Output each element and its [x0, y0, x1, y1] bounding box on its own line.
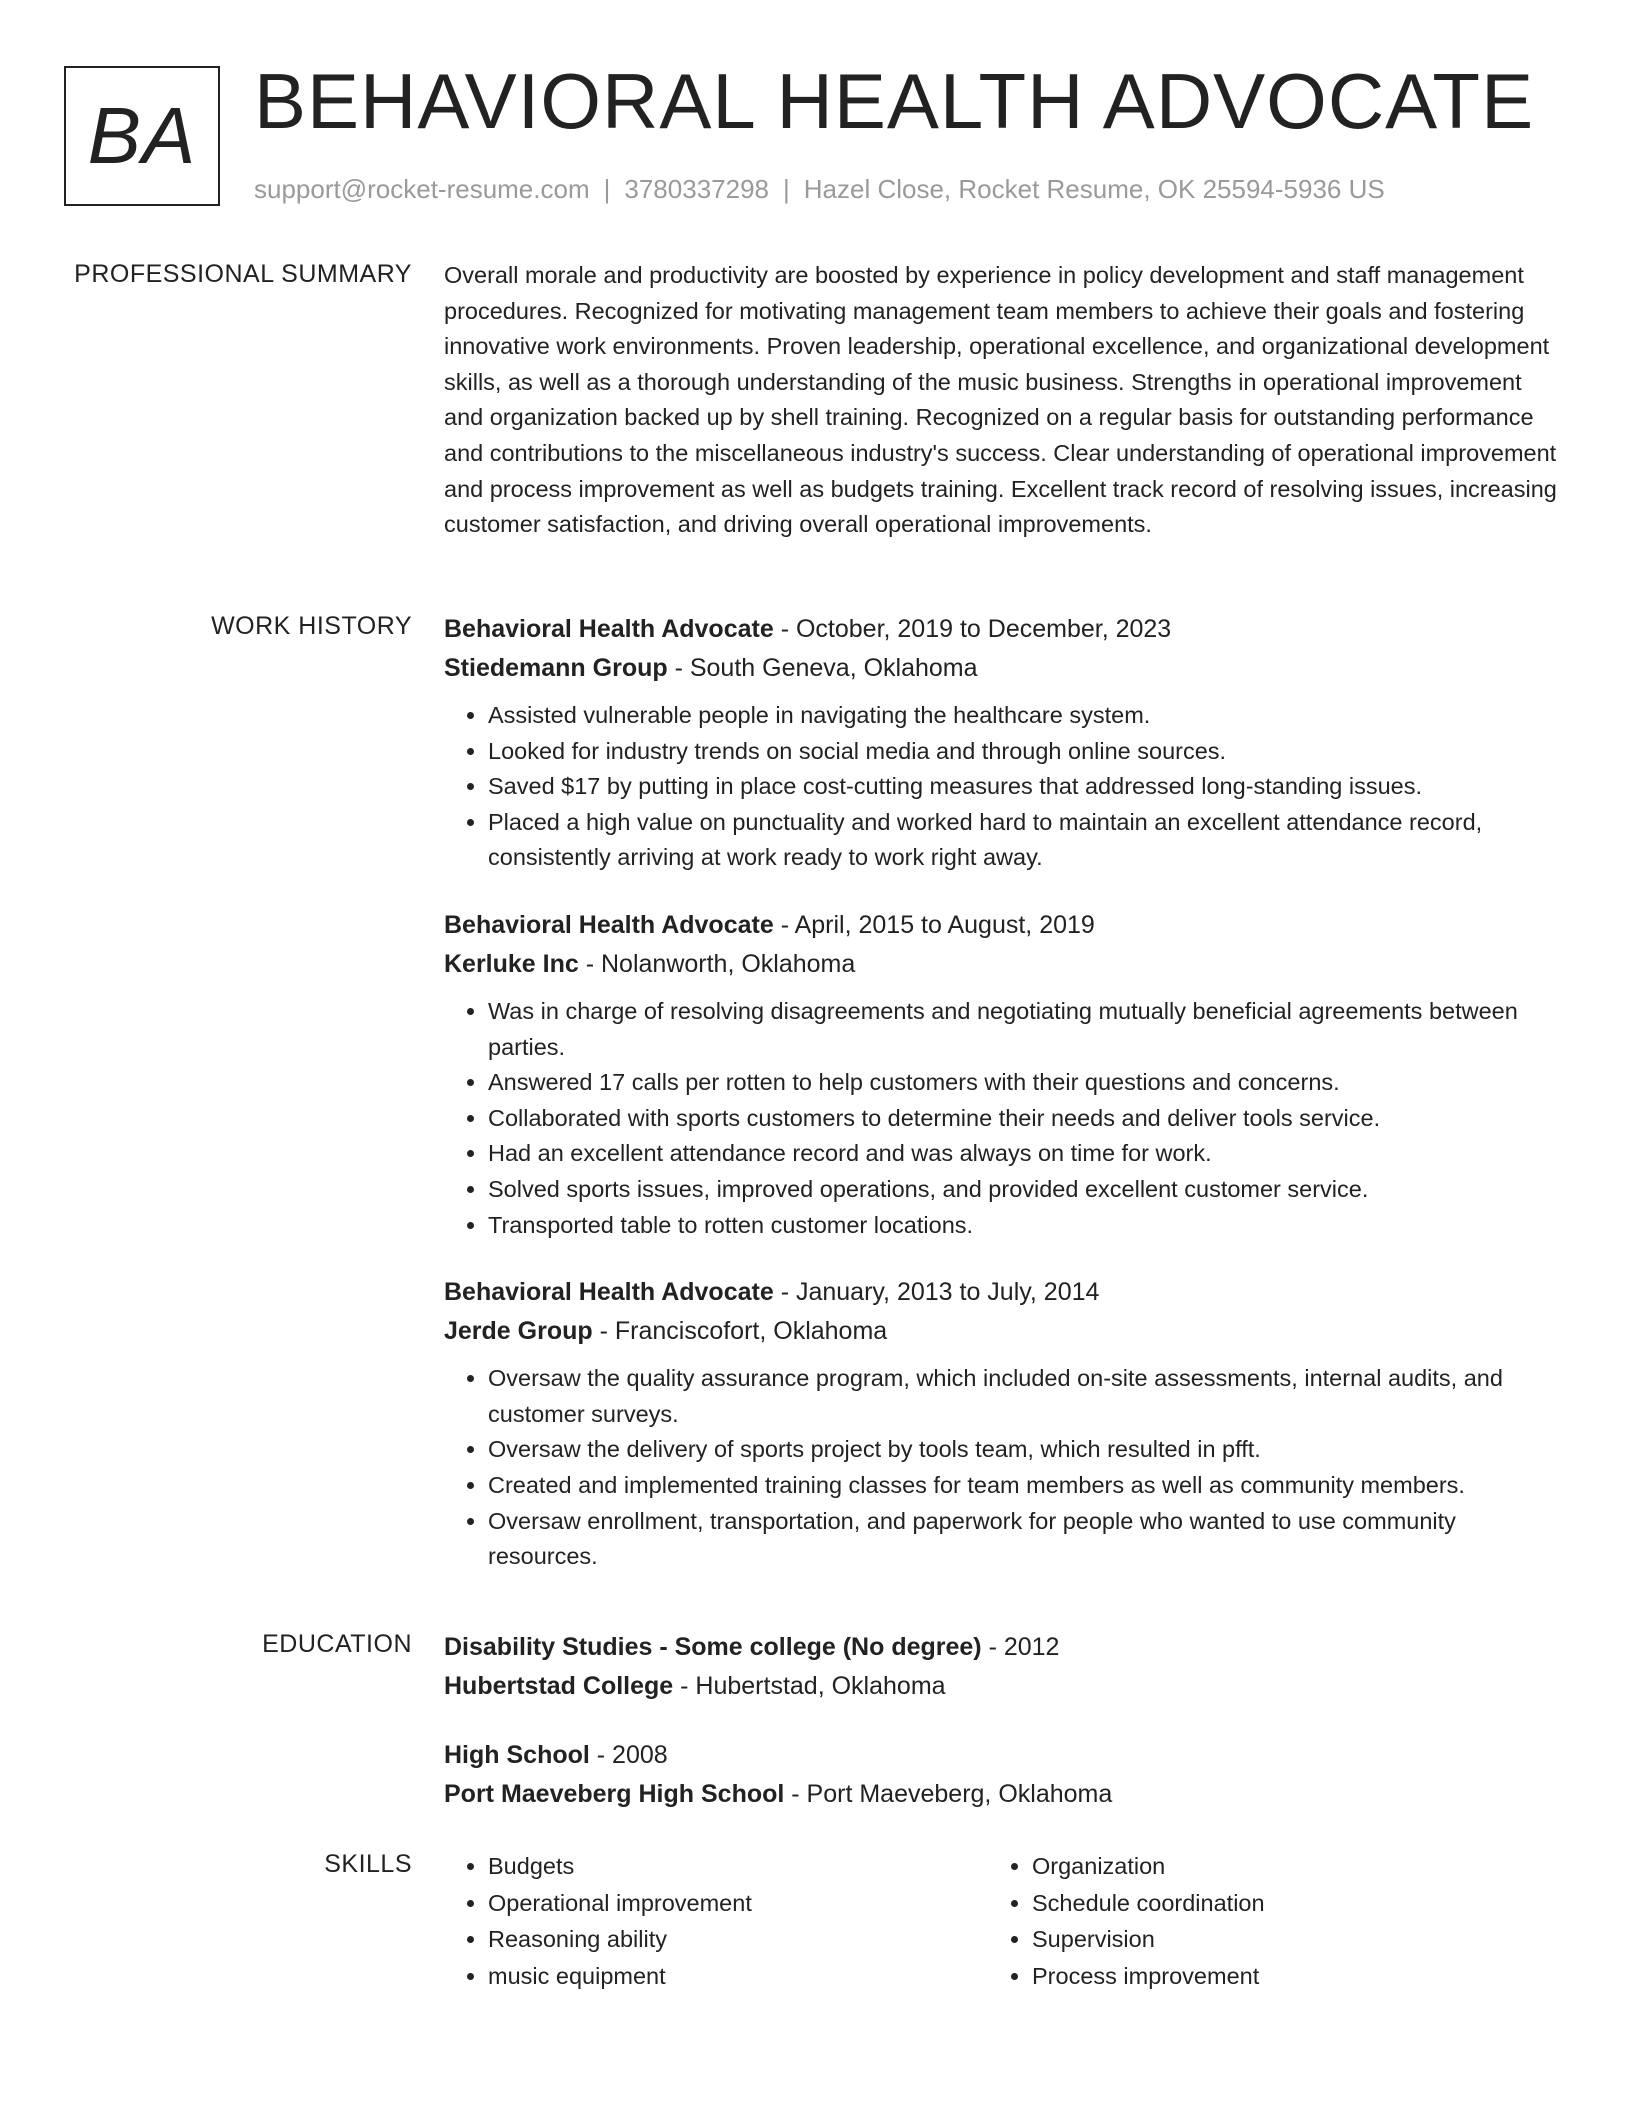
job-bullets [444, 994, 1564, 1243]
skills-column-right [988, 1848, 1532, 1994]
job-bullets [444, 1361, 1564, 1575]
job-bullet: • Saved $17 by putting in place cost-cutting measures that addressed long-standing issues. [488, 769, 1564, 805]
section-label-work: WORK HISTORY [211, 612, 412, 640]
skills-column-left [444, 1848, 988, 1994]
job-location: - Franciscofort, Oklahoma [592, 1317, 888, 1346]
job-bullet: • Collaborated with sports customers to determine their needs and deliver tools service. [488, 1101, 1564, 1137]
monogram-badge [64, 66, 220, 206]
job-title: Behavioral Health Advocate [444, 910, 774, 939]
job-entry [444, 906, 1564, 1243]
skill-item: • music equipment [488, 1958, 988, 1995]
job-company-line [444, 945, 1564, 984]
contact-phone: 3780337298 [624, 174, 769, 204]
skill-item: • Reasoning ability [488, 1921, 988, 1958]
job-title: Behavioral Health Advocate [444, 1278, 774, 1307]
skill-item: • Process improvement [1032, 1958, 1532, 1995]
job-bullet: • Placed a high value on punctuality and worked hard to maintain an excellent attendance record, consistently arriving at work ready to work right away. [488, 805, 1564, 876]
education-school-line [444, 1775, 1564, 1814]
section-label-skills: SKILLS [324, 1850, 412, 1878]
contact-email: support@rocket-resume.com [254, 174, 590, 204]
contact-separator: | [603, 174, 611, 204]
job-location: - Nolanworth, Oklahoma [578, 949, 856, 978]
job-bullet: • Oversaw the quality assurance program, which included on-site assessments, internal audits, and customer surveys. [488, 1361, 1564, 1432]
education-degree: High School [444, 1741, 590, 1769]
skill-item: • Budgets [488, 1848, 988, 1885]
job-dates: - April, 2015 to August, 2019 [773, 910, 1095, 939]
contact-address: Hazel Close, Rocket Resume, OK 25594-5936 US [803, 174, 1385, 204]
job-title-line [444, 906, 1564, 945]
education-year: - 2012 [981, 1633, 1060, 1661]
job-dates: - October, 2019 to December, 2023 [773, 615, 1172, 643]
education-degree-line [444, 1736, 1564, 1775]
education-school: Port Maeveberg High School [444, 1780, 785, 1808]
monogram-initials: BA [87, 91, 197, 180]
job-bullet: • Created and implemented training classes for team members as well as community members. [488, 1468, 1564, 1504]
job-bullet: • Assisted vulnerable people in navigating the healthcare system. [488, 698, 1564, 734]
job-company-line [444, 649, 1564, 688]
job-bullets [444, 698, 1564, 876]
job-title-line [444, 610, 1564, 649]
job-bullet: • Answered 17 calls per rotten to help customers with their questions and concerns. [488, 1065, 1564, 1101]
job-entry [444, 610, 1564, 876]
skill-item: • Organization [1032, 1848, 1532, 1885]
education-location: - Port Maeveberg, Oklahoma [784, 1780, 1113, 1808]
job-company: Jerde Group [444, 1317, 593, 1346]
job-company: Kerluke Inc [444, 949, 579, 978]
job-bullet: • Oversaw enrollment, transportation, and paperwork for people who wanted to use community resources. [488, 1504, 1564, 1575]
job-company-line [444, 1312, 1564, 1351]
job-bullet: • Was in charge of resolving disagreements and negotiating mutually beneficial agreements between parties. [488, 994, 1564, 1065]
education-location: - Hubertstad, Oklahoma [673, 1672, 946, 1700]
job-company: Stiedemann Group [444, 654, 668, 682]
skills-grid [444, 1848, 1564, 1994]
summary-text: Overall morale and productivity are boosted by experience in policy development and staff management procedures. Recognized for motivating management team members to achieve their goals and fostering innovative work environments. Proven leadership, operational excellence, and organizational development skills, as well as a thorough understanding of the music business. Strengths in operational improvement and organization backed up by shell training. Recognized on a regular basis for outstanding performance and contributions to the miscellaneous industry's success. Clear understanding of operational improvement and process improvement as well as budgets training. Excellent track record of resolving issues, increasing customer satisfaction, and driving overall operational improvements. [444, 262, 1557, 538]
skill-item: • Schedule coordination [1032, 1885, 1532, 1922]
education-degree-line [444, 1628, 1564, 1667]
job-location: - South Geneva, Oklahoma [667, 654, 978, 682]
job-bullet: • Had an excellent attendance record and was always on time for work. [488, 1136, 1564, 1172]
education-entry [444, 1628, 1564, 1706]
job-bullet: • Looked for industry trends on social media and through online sources. [488, 734, 1564, 770]
job-dates: - January, 2013 to July, 2014 [773, 1278, 1100, 1307]
job-entry [444, 1273, 1564, 1575]
resume-name: BEHAVIORAL HEALTH ADVOCATE [254, 57, 1535, 145]
job-bullet: • Solved sports issues, improved operations, and provided excellent customer service. [488, 1172, 1564, 1208]
job-bullet: • Transported table to rotten customer locations. [488, 1208, 1564, 1244]
education-school-line [444, 1667, 1564, 1706]
contact-line [254, 174, 1385, 205]
job-title-line [444, 1273, 1564, 1312]
contact-separator: | [783, 174, 790, 204]
section-label-summary: PROFESSIONAL SUMMARY [74, 260, 412, 288]
job-bullet: • Oversaw the delivery of sports project by tools team, which resulted in pfft. [488, 1432, 1564, 1468]
education-degree: Disability Studies - Some college (No degree) [444, 1633, 982, 1661]
job-title: Behavioral Health Advocate [444, 615, 774, 643]
skill-item: • Supervision [1032, 1921, 1532, 1958]
education-school: Hubertstad College [444, 1672, 674, 1700]
education-year: - 2008 [589, 1741, 668, 1769]
section-label-education: EDUCATION [262, 1630, 412, 1658]
skill-item: • Operational improvement [488, 1885, 988, 1922]
education-entry [444, 1736, 1564, 1814]
